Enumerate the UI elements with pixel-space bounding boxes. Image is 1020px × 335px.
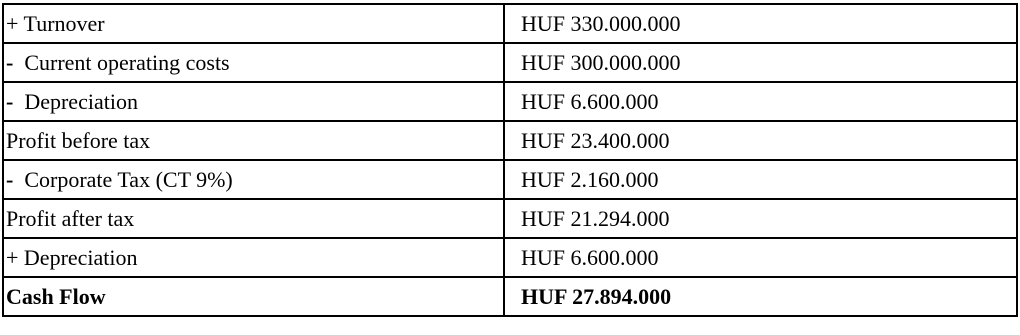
row-label: Profit before tax <box>6 127 151 153</box>
table-row <box>3 238 1017 277</box>
row-label-cell <box>3 238 504 277</box>
row-label-cell <box>3 277 504 316</box>
row-label: Profit after tax <box>6 205 135 231</box>
row-label: Corporate Tax (CT 9%) <box>13 166 233 192</box>
row-label: Current operating costs <box>13 49 230 75</box>
table-row <box>3 4 1017 43</box>
table-row <box>3 43 1017 82</box>
row-sign: - <box>6 88 14 114</box>
row-value: HUF 330.000.000 <box>504 4 1017 43</box>
row-sign: - <box>6 49 14 75</box>
row-label-cell <box>3 160 504 199</box>
row-label: Cash Flow <box>6 283 106 309</box>
row-value: HUF 6.600.000 <box>504 238 1017 277</box>
row-value: HUF 300.000.000 <box>504 43 1017 82</box>
row-label-cell <box>3 199 504 238</box>
row-sign: - <box>6 166 14 192</box>
table-row <box>3 121 1017 160</box>
row-label-cell <box>3 4 504 43</box>
row-value: HUF 6.600.000 <box>504 82 1017 121</box>
row-sign: + <box>6 10 19 36</box>
cash-flow-table-body <box>3 4 1017 316</box>
row-label: Depreciation <box>13 88 138 114</box>
table-row <box>3 160 1017 199</box>
table-row <box>3 277 1017 316</box>
table-row <box>3 199 1017 238</box>
cash-flow-table <box>2 3 1018 317</box>
row-value: HUF 2.160.000 <box>504 160 1017 199</box>
row-value: HUF 21.294.000 <box>504 199 1017 238</box>
row-value: HUF 27.894.000 <box>504 277 1017 316</box>
table-row <box>3 82 1017 121</box>
row-sign: + <box>6 244 19 270</box>
row-label-cell <box>3 43 504 82</box>
row-label: Depreciation <box>18 244 138 270</box>
row-label-cell <box>3 82 504 121</box>
row-value: HUF 23.400.000 <box>504 121 1017 160</box>
row-label: Turnover <box>18 10 105 36</box>
row-label-cell <box>3 121 504 160</box>
